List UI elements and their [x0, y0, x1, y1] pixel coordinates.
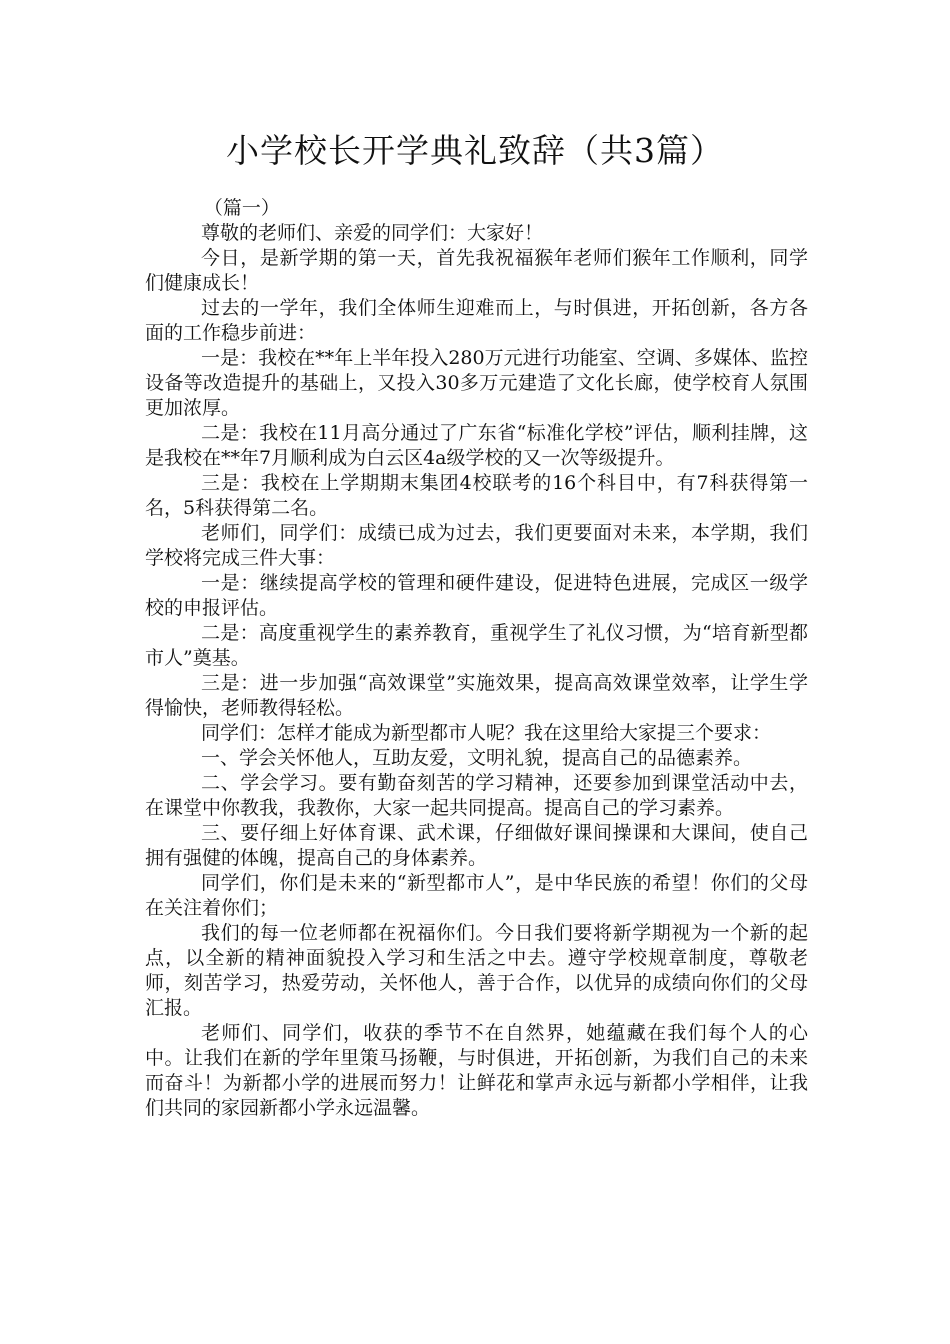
paragraph: 一、学会关怀他人，互助友爱，文明礼貌，提高自己的品德素养。	[201, 747, 753, 769]
paragraph: 尊敬的老师们、亲爱的同学们：大家好！	[201, 222, 544, 244]
paragraph: 同学们，你们是未来的“新型都市人”，是中华民族的希望！你们的父母在关注着你们；	[145, 872, 808, 919]
paragraph: 二是：我校在11月高分通过了广东省“标准化学校”评估，顺利挂牌，这是我校在**年7月顺利成为白云区4a级学校的又一次等级提升。	[145, 422, 808, 469]
paragraph: 今日，是新学期的第一天，首先我祝福猴年老师们猴年工作顺利，同学们健康成长！	[145, 247, 808, 294]
paragraph: 二、学会学习。要有勤奋刻苦的学习精神，还要参加到课堂活动中去，在课堂中你教我，我教你，大家一起共同提高。提高自己的学习素养。	[145, 772, 808, 819]
paragraph: 三、要仔细上好体育课、武术课，仔细做好课间操课和大课间，使自己拥有强健的体魄，提高自己的身体素养。	[145, 822, 808, 869]
paragraph: 三是：我校在上学期期末集团4校联考的16个科目中，有7科获得第一名，5科获得第二名。	[145, 472, 808, 519]
document-body	[145, 196, 808, 1121]
paragraph: 三是：进一步加强“高效课堂”实施效果，提高高效课堂效率，让学生学得愉快，老师教得轻松。	[145, 672, 808, 719]
paragraph: 老师们、同学们，收获的季节不在自然界，她蕴藏在我们每个人的心中。让我们在新的学年里策马扬鞭，与时俱进，开拓创新，为我们自己的未来而奋斗！为新都小学的进展而努力！让鲜花和掌声永远与新都小学相伴，让我们共同的家园新都小学永远温馨。	[145, 1022, 808, 1119]
paragraph: 二是：高度重视学生的素养教育，重视学生了礼仪习惯，为“培育新型都市人”奠基。	[145, 622, 808, 669]
paragraph: 一是：继续提高学校的管理和硬件建设，促进特色进展，完成区一级学校的申报评估。	[145, 572, 808, 619]
paragraph: 老师们，同学们：成绩已成为过去，我们更要面对未来，本学期，我们学校将完成三件大事：	[145, 522, 808, 569]
paragraph: 同学们：怎样才能成为新型都市人呢？我在这里给大家提三个要求：	[201, 722, 772, 744]
paragraph: 我们的每一位老师都在祝福你们。今日我们要将新学期视为一个新的起点，以全新的精神面貌投入学习和生活之中去。遵守学校规章制度，尊敬老师，刻苦学习，热爱劳动，关怀他人，善于合作，以优异的成绩向你们的父母汇报。	[145, 922, 808, 1019]
document-title: 小学校长开学典礼致辞（共3篇）	[226, 131, 724, 170]
paragraph: 过去的一学年，我们全体师生迎难而上，与时俱进，开拓创新，各方各面的工作稳步前进：	[145, 297, 808, 344]
section-label: （篇一）	[203, 197, 280, 219]
paragraph: 一是：我校在**年上半年投入280万元进行功能室、空调、多媒体、监控设备等改造提升的基础上，又投入30多万元建造了文化长廊，使学校育人氛围更加浓厚。	[145, 347, 808, 419]
